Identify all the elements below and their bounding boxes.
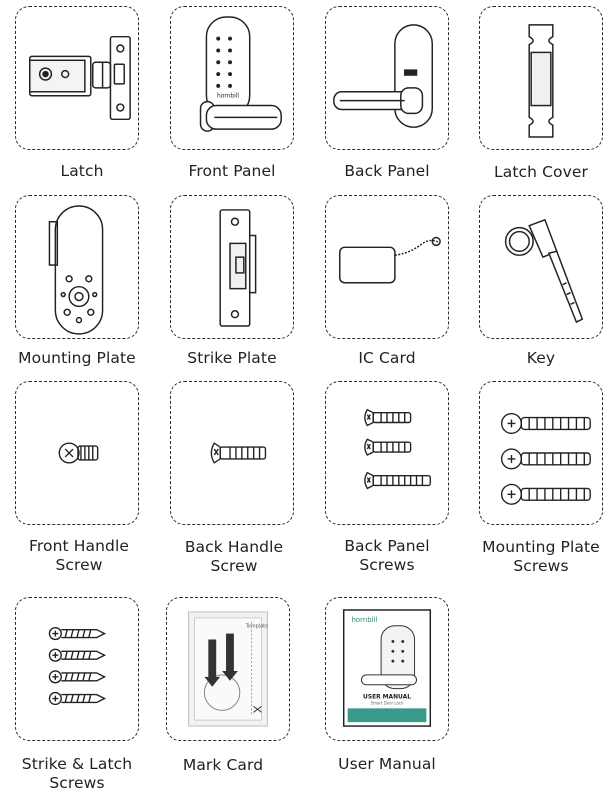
front-handle-screw-box [15,381,139,525]
strike-latch-screws-illustration [16,598,138,740]
key-illustration [480,196,602,338]
front-panel-box [170,6,294,150]
key-box [479,195,603,339]
caption-back-handle-screw: Back Handle Screw [184,538,284,575]
latch-cover-illustration [480,7,602,149]
caption-strike-latch-screws: Strike & Latch Screws [21,755,133,792]
front-panel-brand: hornbill [217,93,240,100]
caption-key: Key [526,349,556,367]
front-panel-illustration [171,7,293,149]
caption-ic-card: IC Card [358,349,416,367]
caption-back-panel-screws: Back Panel Screws [344,537,430,574]
caption-mark-card: Mark Card [182,756,264,774]
back-handle-screw-box [170,381,294,525]
latch-cover-box [479,6,603,150]
strike-plate-box [170,195,294,339]
caption-user-manual: User Manual [338,755,436,773]
caption-latch: Latch [60,162,104,180]
strike-latch-screws-box [15,597,139,741]
wood-screw-1 [49,628,104,640]
caption-front-panel: Front Panel [188,162,276,180]
screw-1 [365,410,411,426]
manual-title: USER MANUAL [363,694,411,701]
wood-screw-4 [49,693,104,705]
screw-3 [365,473,430,489]
back-panel-screws-illustration [326,382,448,524]
mounting-plate-screws-illustration [480,382,602,524]
mounting-plate-screws-box [479,381,603,525]
caption-strike-plate: Strike Plate [187,349,277,367]
mark-card-box [166,597,290,741]
caption-back-panel: Back Panel [344,162,430,180]
screw-2 [365,439,411,455]
user-manual-box [325,597,449,741]
ic-card-illustration [326,196,448,338]
ic-card-box [325,195,449,339]
mark-card-text: Template [245,623,269,630]
long-screw-2 [502,449,591,469]
mounting-plate-box [15,195,139,339]
caption-front-handle-screw: Front Handle Screw [29,537,129,574]
mounting-plate-illustration [16,196,138,338]
latch-illustration [16,7,138,149]
user-manual-illustration [326,598,448,740]
back-panel-box [325,6,449,150]
front-handle-screw-illustration [16,382,138,524]
wood-screw-3 [49,671,104,683]
mark-card-illustration [167,598,289,740]
caption-mounting-plate: Mounting Plate [18,349,136,367]
manual-brand: hornbill [351,615,378,624]
wood-screw-2 [49,649,104,661]
latch-box [15,6,139,150]
back-panel-screws-box [325,381,449,525]
long-screw-1 [502,414,591,434]
long-screw-3 [502,484,591,504]
strike-plate-illustration [171,196,293,338]
caption-latch-cover: Latch Cover [494,163,588,181]
manual-subtitle: Smart Door Lock [370,700,404,706]
caption-mounting-plate-screws: Mounting Plate Screws [482,538,600,575]
back-panel-illustration [326,7,448,149]
back-handle-screw-illustration [171,382,293,524]
